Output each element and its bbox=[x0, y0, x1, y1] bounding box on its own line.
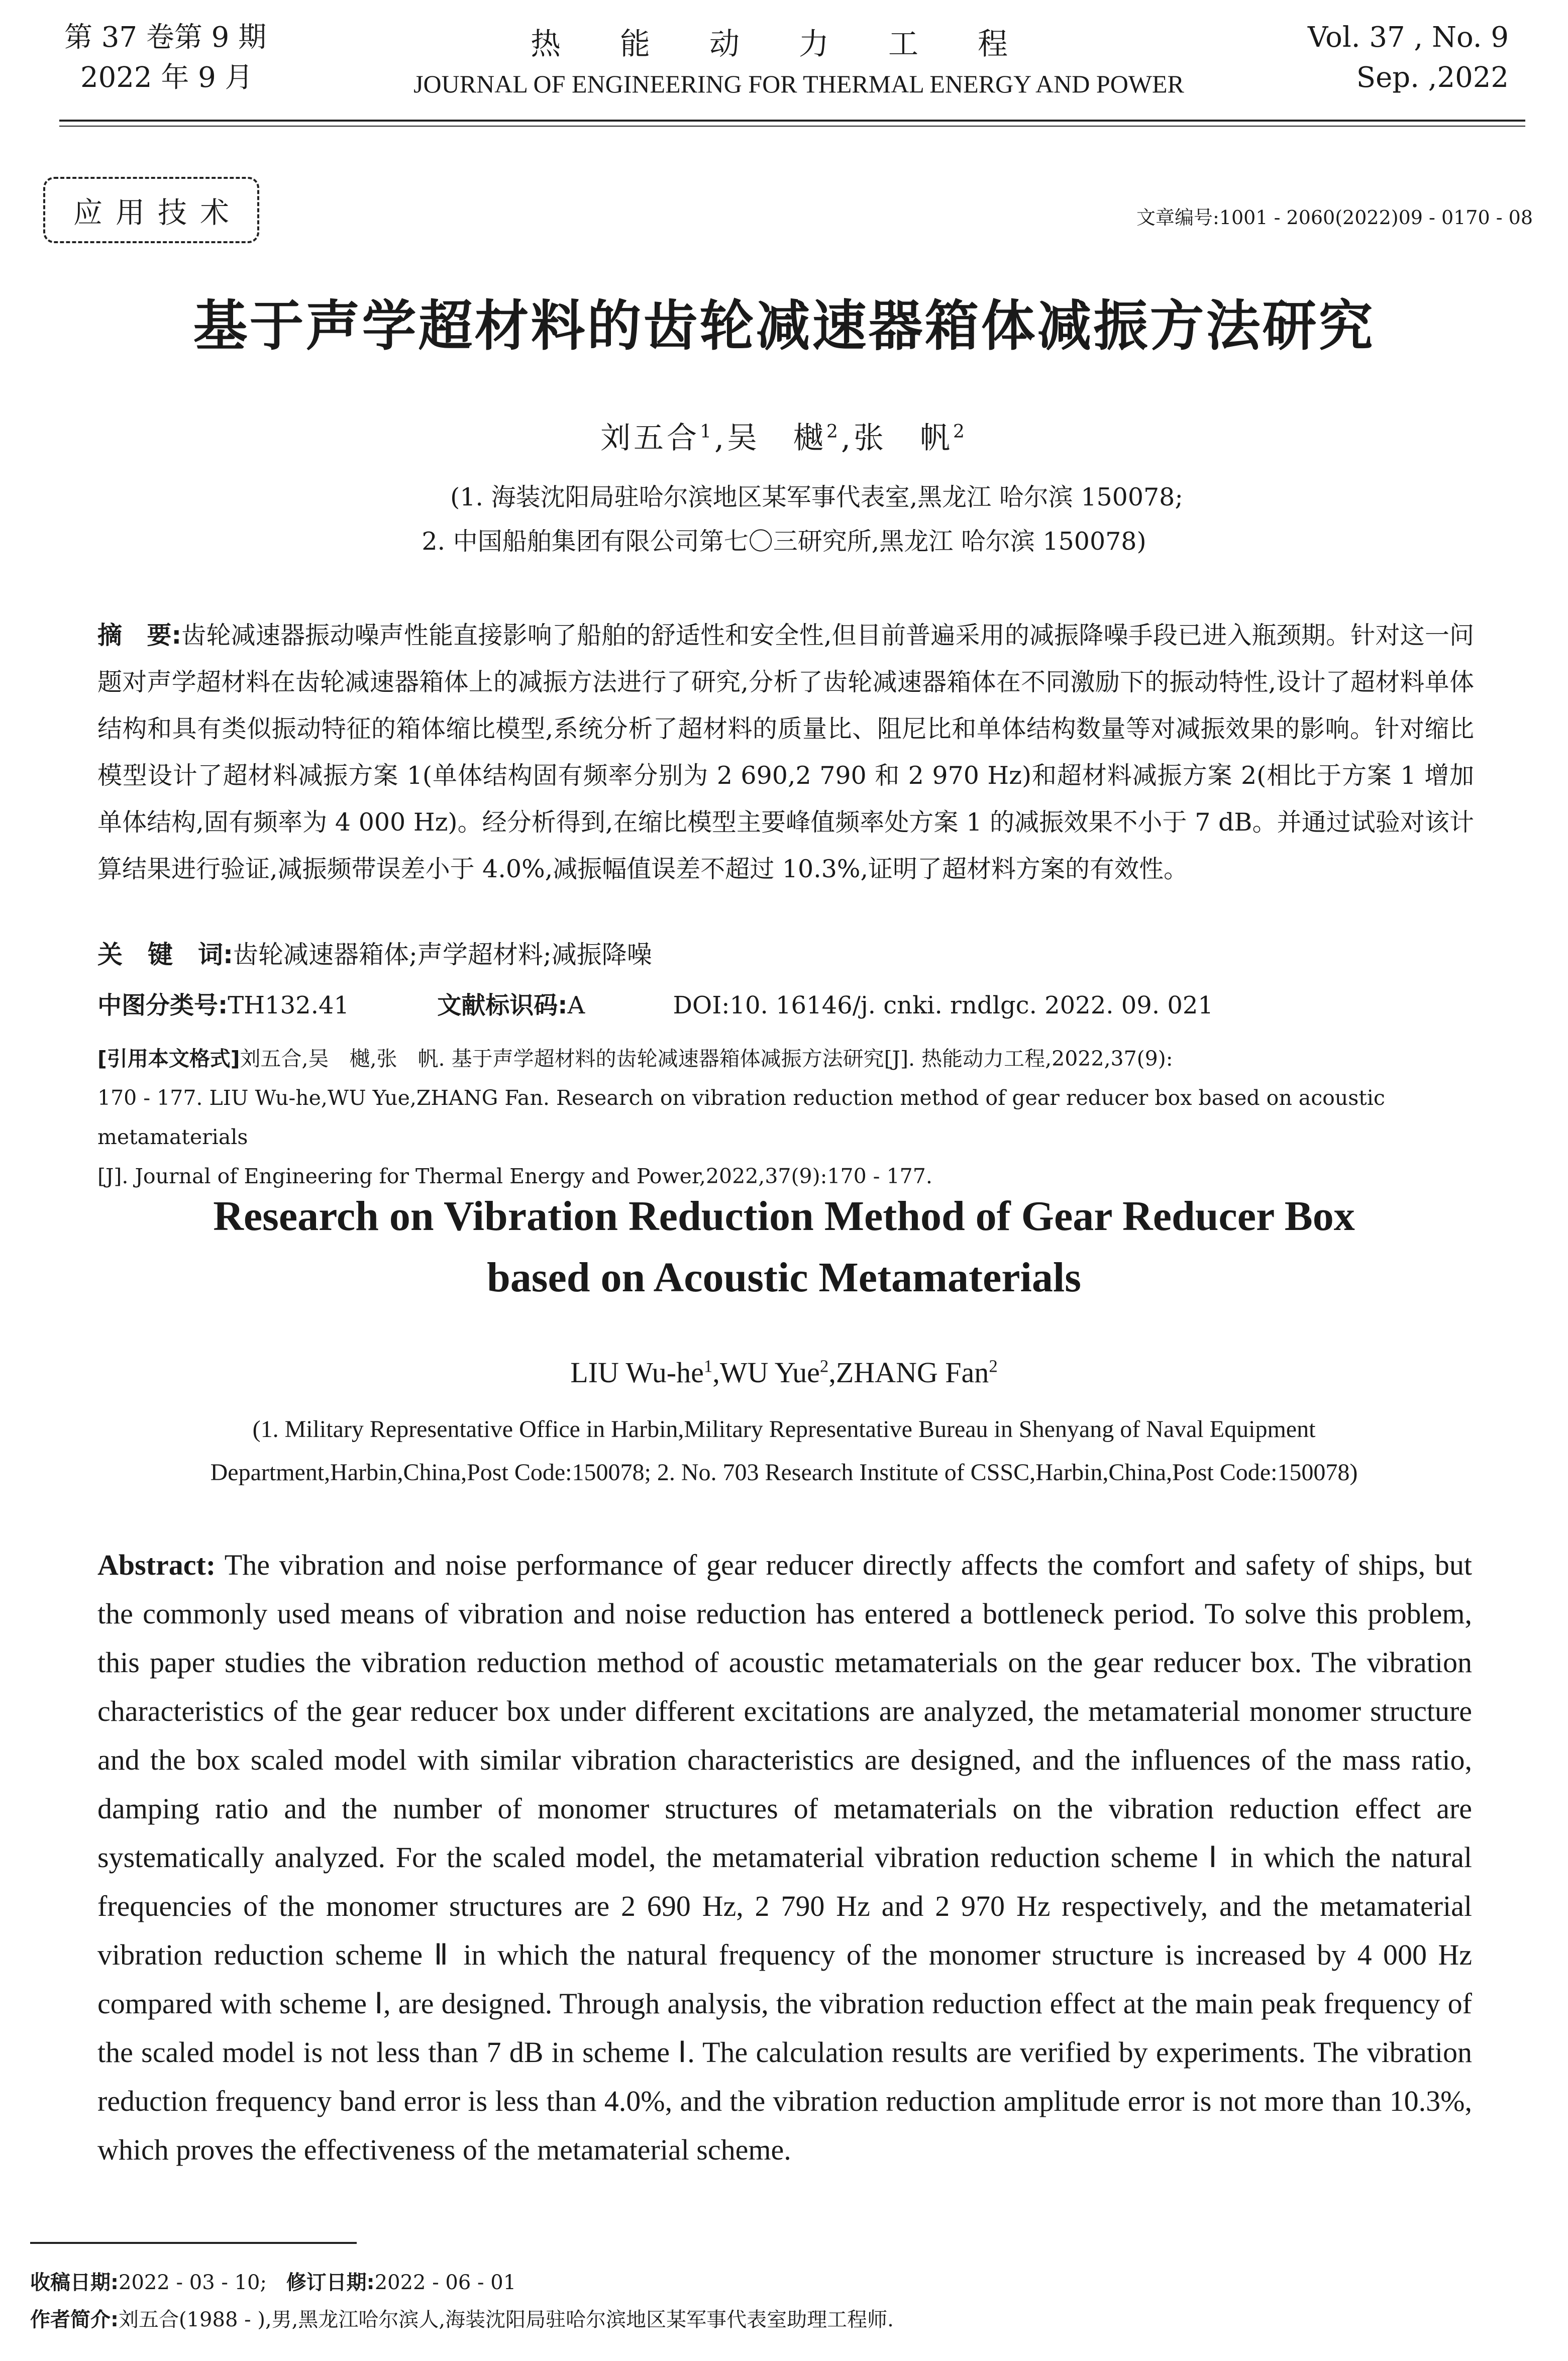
abstract-en-label: Abstract: bbox=[97, 1549, 216, 1581]
author-1-affil: 1 bbox=[700, 422, 714, 442]
doc-code-value: A bbox=[567, 991, 585, 1019]
footnote-bio bbox=[30, 2301, 894, 2338]
volume-issue-cn: 第 37 卷第 9 期 bbox=[64, 21, 267, 54]
citation-line-2: 170 - 177. LIU Wu-he,WU Yue,ZHANG Fan. Research on vibration reduction method of gear reducer box based on acoustic metamaterials bbox=[97, 1086, 1385, 1149]
author-2: 吴 樾 bbox=[727, 421, 827, 456]
clc-label: 中图分类号: bbox=[97, 991, 228, 1019]
citation-text-1: 刘五合,吴 樾,张 帆. 基于声学超材料的齿轮减速器箱体减振方法研究[J]. 热能动力工程,2022,37(9): bbox=[240, 1047, 1173, 1071]
section-label: 应用技术 bbox=[43, 177, 259, 243]
author-3: 张 帆 bbox=[854, 421, 954, 456]
citation-line-1 bbox=[97, 1039, 1484, 1078]
abstract-cn-text: 齿轮减速器振动噪声性能直接影响了船舶的舒适性和安全性,但目前普遍采用的减振降噪手段已进入瓶颈期。针对这一问题对声学超材料在齿轮减速器箱体上的减振方法进行了研究,分析了齿轮减速器箱体在不同激励下的振动特性,设计了超材料单体结构和具有类似振动特征的箱体缩比模型,系统分析了超材料的质量比、阻尼比和单体结构数量等对减振效果的影响。针对缩比模型设计了超材料减振方案 1(单体结构固有频率分别为 2 690,2 790 和 2 970 Hz)和超材料减振方案 2(相比于方案 1 增加单体结构,固有频率为 4 000 Hz)。经分析得到,在缩比模型主要峰值频率处方案 1 的减振效果不小于 7 dB。并通过试验对该计算结果进行验证,减振频带误差小于 4.0%,减振幅值误差不超过 10.3%,证明了超材料方案的有效性。 bbox=[97, 621, 1474, 883]
paper-title-cn: 基于声学超材料的齿轮减速器箱体减振方法研究 bbox=[193, 295, 1375, 358]
citation-label: [引用本文格式] bbox=[97, 1047, 240, 1071]
affiliation-en-2: Department,Harbin,China,Post Code:150078; 2. No. 703 Research Institute of CSSC,Harbin,China,Post Code:150078) bbox=[210, 1459, 1358, 1486]
volume-issue-en: Vol. 37 , No. 9 bbox=[1307, 21, 1509, 54]
issue-info-left bbox=[64, 21, 266, 94]
header-rule bbox=[59, 120, 1525, 122]
journal-header bbox=[482, 20, 1085, 63]
article-number: 文章编号:1001 - 2060(2022)09 - 0170 - 08 bbox=[1136, 207, 1533, 229]
affiliation-cn-1: (1. 海装沈阳局驻哈尔滨地区某军事代表室,黑龙江 哈尔滨 150078; bbox=[450, 483, 1183, 511]
author-en-3-affil: 2 bbox=[989, 1356, 998, 1376]
author-en-2: WU Yue bbox=[719, 1356, 820, 1389]
doi: DOI:10. 16146/j. cnki. rndlgc. 2022. 09. 021 bbox=[673, 991, 1213, 1019]
abstract-en bbox=[97, 1541, 1472, 2174]
abstract-cn bbox=[97, 612, 1474, 892]
keywords-cn bbox=[97, 935, 652, 971]
author-en-3: ZHANG Fan bbox=[835, 1356, 989, 1389]
header-rule-thin bbox=[59, 126, 1525, 127]
classification-line bbox=[97, 986, 1213, 1020]
affiliation-en-1: (1. Military Representative Office in Harbin,Military Representative Bureau in Shenyang of Naval Equipment bbox=[252, 1416, 1316, 1443]
author-2-affil: 2 bbox=[826, 422, 841, 442]
doc-code-label: 文献标识码: bbox=[437, 991, 568, 1019]
keywords-cn-text: 齿轮减速器箱体;声学超材料;减振降噪 bbox=[233, 940, 652, 969]
author-en-1-affil: 1 bbox=[703, 1356, 713, 1376]
issue-info-right bbox=[1308, 21, 1509, 94]
abstract-cn-label: 摘 要: bbox=[97, 621, 182, 650]
journal-title-cn: 热能动力工程 bbox=[531, 27, 1067, 62]
abstract-en-text: The vibration and noise performance of gear reducer directly affects the comfort and safety of ships, but the commonly used means of vibration and noise reduction has entered a bottleneck period. To solve this problem, this paper studies the vibration reduction method of acoustic metamaterials on the gear reducer box. The vibration characteristics of the gear reducer box under different excitations are analyzed, the metamaterial monomer structure and the box scaled model with similar vibration characteristics are designed, and the influences of the mass ratio, damping ratio and the number of monomer structures of metamaterials on the vibration reduction effect are systematically analyzed. For the scaled model, the metamaterial vibration reduction scheme Ⅰ in which the natural frequencies of the monomer structures are 2 690 Hz, 2 790 Hz and 2 970 Hz respectively, and the metamaterial vibration reduction scheme Ⅱ in which the natural frequency of the monomer structure is increased by 4 000 Hz compared with scheme Ⅰ, are designed. Through analysis, the vibration reduction effect at the main peak frequency of the scaled model is not less than 7 dB in scheme Ⅰ. The calculation results are verified by experiments. The vibration reduction frequency band error is less than 4.0%, and the vibration reduction amplitude error is not more than 10.3%, which proves the effectiveness of the metamaterial scheme. bbox=[97, 1549, 1472, 2166]
clc-value: TH132.41 bbox=[228, 991, 350, 1019]
keywords-cn-label: 关 键 词: bbox=[97, 940, 233, 969]
citation-block bbox=[97, 1039, 1484, 1196]
revised-date: 2022 - 06 - 01 bbox=[374, 2271, 516, 2294]
paper-title-en-line-2: based on Acoustic Metamaterials bbox=[487, 1254, 1081, 1301]
date-en: Sep. ,2022 bbox=[1356, 61, 1509, 94]
author-3-affil: 2 bbox=[953, 422, 968, 442]
received-date: 2022 - 03 - 10; bbox=[119, 2271, 267, 2294]
author-en-2-affil: 2 bbox=[819, 1356, 829, 1376]
journal-title-en: JOURNAL OF ENGINEERING FOR THERMAL ENERGY AND POWER bbox=[413, 70, 1184, 98]
author-en-1: LIU Wu-he bbox=[570, 1356, 704, 1389]
citation-line-3: [J]. Journal of Engineering for Thermal Energy and Power,2022,37(9):170 - 177. bbox=[97, 1164, 932, 1188]
authors-en: LIU $Wu-he^1,WU$ Yue$^2$,ZHANG Fan$^2$ bbox=[570, 1356, 998, 1389]
authors-cn: 刘五合$^1$,吴 樾$^2$,张 帆$^2$ bbox=[600, 421, 968, 456]
revised-label: 修订日期: bbox=[286, 2271, 375, 2294]
footnote-dates bbox=[30, 2264, 894, 2301]
bio-text: 刘五合(1988 - ),男,黑龙江哈尔滨人,海装沈阳局驻哈尔滨地区某军事代表室助理工程师. bbox=[119, 2308, 894, 2331]
author-1: 刘五合 bbox=[600, 421, 700, 456]
affiliations-cn bbox=[0, 475, 1568, 564]
paper-title-en bbox=[0, 1186, 1568, 1308]
bio-label: 作者简介: bbox=[30, 2308, 119, 2331]
date-cn: 2022 年 9 月 bbox=[80, 61, 253, 94]
received-label: 收稿日期: bbox=[30, 2271, 119, 2294]
paper-title-en-line-1: Research on Vibration Reduction Method of Gear Reducer Box bbox=[213, 1193, 1355, 1240]
affiliation-cn-2: 2. 中国船舶集团有限公司第七〇三研究所,黑龙江 哈尔滨 150078) bbox=[422, 527, 1146, 556]
footnote bbox=[30, 2264, 894, 2338]
footnote-rule bbox=[30, 2242, 357, 2244]
affiliations-en bbox=[0, 1408, 1568, 1494]
